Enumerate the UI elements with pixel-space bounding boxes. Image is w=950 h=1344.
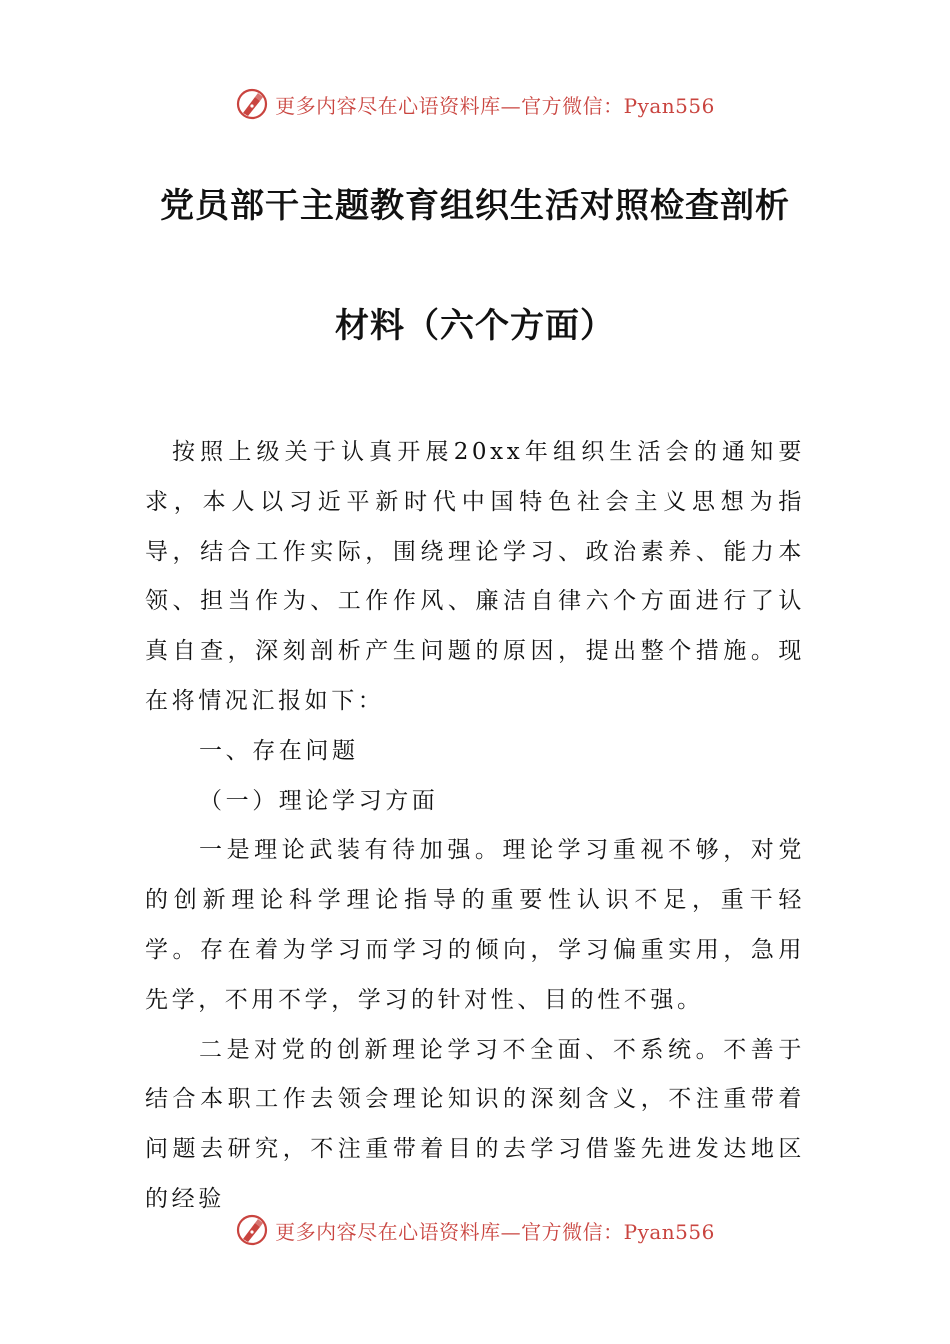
point-paragraph-1: 一是理论武装有待加强。理论学习重视不够，对党的创新理论科学理论指导的重要性认识不足，重干轻学。存在着为学习而学习的倾向，学习偏重实用，急用先学，不用不学，学习的针对性、目的性不强。: [145, 837, 805, 1013]
point-paragraph-2: 二是对党的创新理论学习不全面、不系统。不善于结合本职工作去领会理论知识的深刻含义，不注重带着问题去研究，不注重带着目的去学习借鉴先进发达地区的经验: [145, 1036, 805, 1212]
intro-paragraph: 按照上级关于认真开展20xx年组织生活会的通知要求，本人以习近平新时代中国特色社会主义思想为指导，结合工作实际，围绕理论学习、政治素养、能力本领、担当作为、工作作风、廉洁自律六个方面进行了认真自查，深刻剖析产生问题的原因，提出整个措施。现在将情况汇报如下：: [145, 439, 805, 714]
watermark-banner-top: [0, 84, 950, 124]
section-heading-problems: 一、存在问题: [199, 737, 359, 764]
document-title-line-2: 材料（六个方面）: [335, 306, 615, 346]
subsection-heading-theory-study: （一）理论学习方面: [199, 787, 439, 814]
document-title-line-1: 党员部干主题教育组织生活对照检查剖析: [160, 186, 790, 226]
watermark-banner-bottom: [0, 1210, 950, 1250]
watermark-text: 更多内容尽在心语资料库—官方微信：Pyan556: [275, 1219, 715, 1244]
watermark-text: 更多内容尽在心语资料库—官方微信：Pyan556: [275, 93, 715, 118]
pen-nib-logo-icon: [235, 87, 269, 121]
pen-nib-logo-icon: [235, 1213, 269, 1247]
document-body: [145, 428, 805, 1225]
